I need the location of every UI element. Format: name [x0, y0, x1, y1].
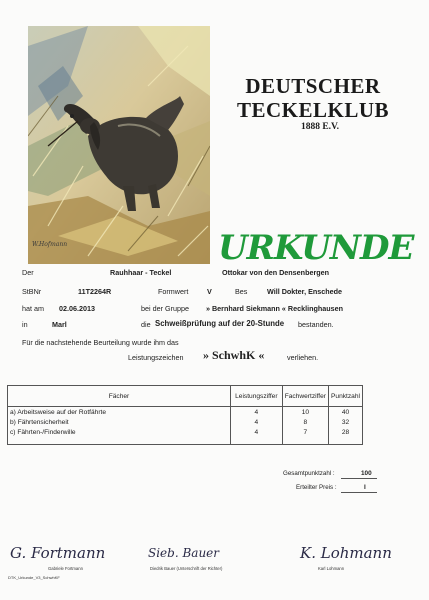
header-leistungsziffer: Leistungsziffer [230, 386, 282, 407]
row-fachwert: 8 [282, 417, 328, 427]
grading-sentence: Für die nachstehende Beurteilung wurde ihm das [22, 338, 179, 347]
painting-signature: W.Hofmann [32, 241, 68, 248]
owner: Will Dokter, Enschede [267, 287, 343, 296]
date-label: hat am [22, 304, 44, 313]
passed-label: bestanden. [298, 320, 334, 329]
row-leistung: 4 [230, 417, 282, 427]
table-spacer-row [8, 437, 363, 445]
club-name-line2: TECKELKLUB [236, 98, 390, 122]
table-header-row [8, 386, 363, 407]
spacer-cell [329, 437, 363, 445]
dog-name: Ottokar von den Densenbergen [222, 268, 330, 277]
exam-name: Schweißprüfung auf der 20-Stunde [155, 319, 285, 328]
footer-code: DTK_Urkunde_V3_SchwhKF [8, 575, 60, 580]
bes-label: Bes [235, 287, 248, 296]
in-label: in [22, 320, 28, 329]
breed: Rauhhaar - Teckel [110, 268, 172, 277]
row-punkte: 40 [329, 407, 363, 418]
spacer-cell [8, 437, 231, 445]
signature-2: Sieb. Bauer [148, 546, 220, 560]
signature-1: G. Fortmann [10, 544, 106, 562]
group-label: bei der Gruppe [141, 304, 189, 313]
row-punkte: 32 [329, 417, 363, 427]
club-founded: 1888 E.V. [300, 122, 340, 132]
row-fach: b) Fährtensicherheit [8, 417, 231, 427]
header-punktzahl: Punktzahl [329, 386, 363, 407]
gesamt-underline [341, 478, 377, 479]
formwert-value: V [207, 287, 212, 296]
der-label: Der [22, 268, 34, 277]
signature-3: K. Lohmann [300, 544, 392, 562]
award-mark: » SchwhK « [203, 348, 265, 362]
club-name-line1: DEUTSCHER [245, 74, 381, 98]
dachshund-painting [28, 26, 210, 264]
gesamt-label: Gesamtpunktzahl : [283, 470, 335, 477]
table-row [8, 417, 363, 427]
row-fach: c) Fährten-/Finderwille [8, 427, 231, 437]
location: Marl [52, 320, 67, 329]
table-row [8, 407, 363, 418]
header-fachwertziffer: Fachwertziffer [282, 386, 328, 407]
table-row [8, 427, 363, 437]
signature-2-caption: Diedrik Bauer (Unterschrift der Richter) [150, 566, 223, 571]
exam-date: 02.06.2013 [59, 304, 95, 313]
preis-label: Erteilter Preis : [296, 484, 337, 491]
signature-3-caption: Karl Lohmann [318, 566, 345, 571]
row-fach: a) Arbeitsweise auf der Rotfährte [8, 407, 231, 418]
row-fachwert: 10 [282, 407, 328, 418]
row-leistung: 4 [230, 427, 282, 437]
spacer-cell [282, 437, 328, 445]
header-faecher: Fächer [8, 386, 231, 407]
die-label: die [141, 320, 151, 329]
verliehen-label: verliehen. [287, 353, 319, 362]
grading-table [7, 385, 363, 445]
leistungszeichen-label: Leistungszeichen [128, 353, 184, 362]
spacer-cell [230, 437, 282, 445]
preis-underline [341, 492, 377, 493]
signature-1-caption: Gabriele Fortmann [48, 566, 83, 571]
gesamt-value: 100 [361, 470, 372, 477]
stbnr-label: StBNr [22, 287, 42, 296]
formwert-label: Formwert [158, 287, 189, 296]
row-punkte: 28 [329, 427, 363, 437]
certificate-title: URKUNDE [218, 228, 414, 268]
row-leistung: 4 [230, 407, 282, 418]
group-name: » Bernhard Siekmann « Recklinghausen [206, 304, 344, 313]
preis-value: I [364, 484, 366, 491]
stbnr-value: 11T2264R [78, 287, 112, 296]
row-fachwert: 7 [282, 427, 328, 437]
